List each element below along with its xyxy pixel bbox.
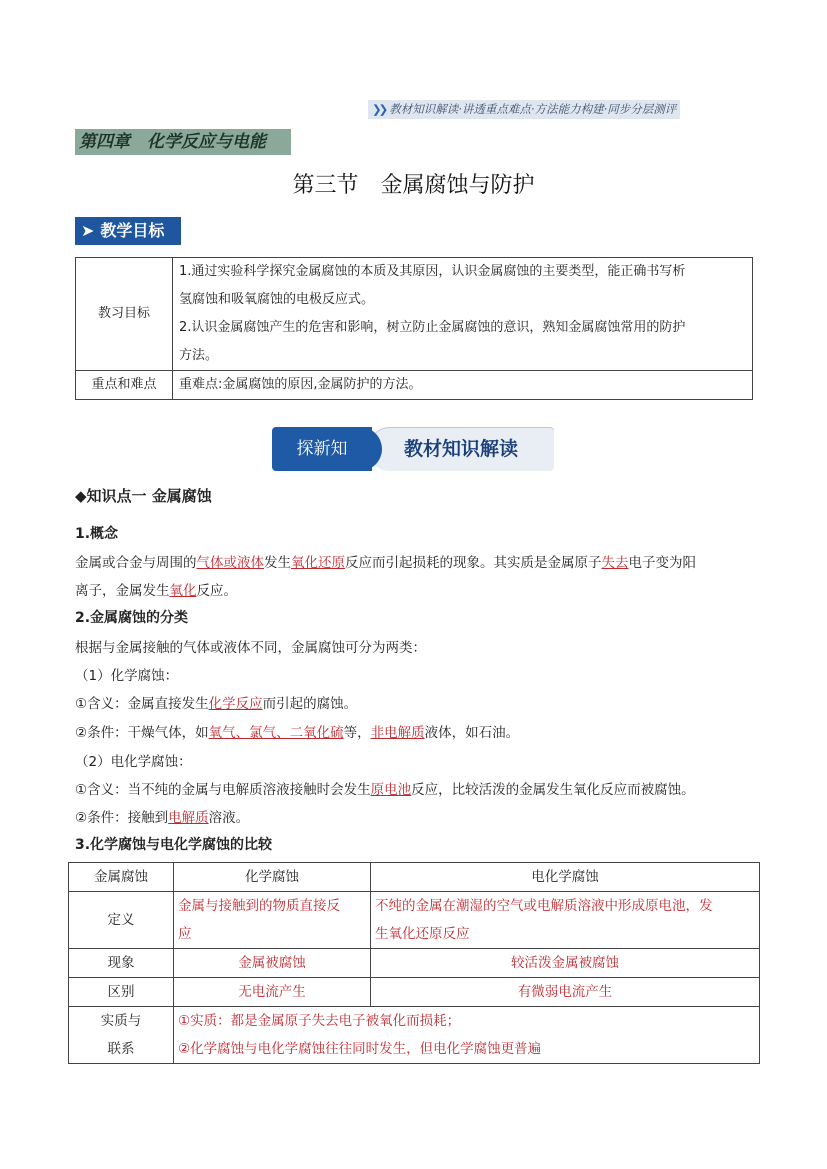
- section-banner-right: 教材知识解读: [368, 427, 554, 471]
- objectives-table: [75, 257, 753, 400]
- concept-line-1: 金属或合金与周围的气体或液体发生氧化还原反应而引起损耗的现象。其实质是金属原子失去电子变为阳: [75, 555, 696, 571]
- electro-corrosion-condition: ②条件：接触到电解质溶液。: [75, 810, 250, 826]
- electro-definition: 不纯的金属在潮湿的空气或电解质溶液中形成原电池，发 生氧化还原反应: [371, 892, 760, 949]
- row-label: 实质与 联系: [69, 1007, 174, 1064]
- chapter-title: 第四章 化学反应与电能: [75, 129, 291, 155]
- table-row: [69, 949, 760, 978]
- table-row: [69, 978, 760, 1007]
- table-header-row: [69, 863, 760, 892]
- chem-corrosion-condition: ②条件：干燥气体，如氧气、氯气、二氧化硫等，非电解质液体，如石油。: [75, 725, 520, 741]
- table-header: 化学腐蚀: [174, 863, 371, 892]
- table-header: 金属腐蚀: [69, 863, 174, 892]
- goals-tag: ➤ 教学目标: [75, 217, 181, 245]
- chem-corrosion-meaning: ①含义：金属直接发生化学反应而引起的腐蚀。: [75, 696, 358, 712]
- arrow-right-icon: ➤: [81, 221, 95, 240]
- comparison-title: 3.化学腐蚀与电化学腐蚀的比较: [75, 837, 273, 853]
- electro-difference: 有微弱电流产生: [371, 978, 760, 1007]
- chem-definition: 金属与接触到的物质直接反 应: [174, 892, 371, 949]
- objectives-label: 教习目标: [76, 258, 173, 371]
- electro-phenomenon: 较活泼金属被腐蚀: [371, 949, 760, 978]
- comparison-table: [68, 862, 760, 1064]
- chem-difference: 无电流产生: [174, 978, 371, 1007]
- electro-corrosion-title: （2）电化学腐蚀：: [75, 754, 192, 770]
- double-chevron-icon: ❯❯: [372, 102, 386, 116]
- essence-content: ①实质：都是金属原子失去电子被氧化而损耗； ②化学腐蚀与电化学腐蚀往往同时发生，但电化学腐蚀更普遍: [174, 1007, 760, 1064]
- table-row: [69, 1007, 760, 1064]
- keypoints-content: 重难点:金属腐蚀的原因,金属防护的方法。: [173, 371, 753, 400]
- classification-title: 2.金属腐蚀的分类: [75, 610, 189, 626]
- table-row: [76, 371, 753, 400]
- concept-line-2: 离子，金属发生氧化反应。: [75, 583, 237, 599]
- table-row: [69, 892, 760, 949]
- table-header: 电化学腐蚀: [371, 863, 760, 892]
- classification-intro: 根据与金属接触的气体或液体不同，金属腐蚀可分为两类：: [75, 640, 426, 656]
- row-label: 区别: [69, 978, 174, 1007]
- keypoints-label: 重点和难点: [76, 371, 173, 400]
- section-banner-left: 探新知: [272, 427, 372, 471]
- chem-phenomenon: 金属被腐蚀: [174, 949, 371, 978]
- chem-corrosion-title: （1）化学腐蚀：: [75, 668, 179, 684]
- knowledge-point-heading: ◆知识点一 金属腐蚀: [75, 487, 212, 505]
- row-label: 现象: [69, 949, 174, 978]
- lesson-title: 第三节 金属腐蚀与防护: [292, 173, 535, 198]
- concept-title: 1.概念: [75, 526, 119, 542]
- electro-corrosion-meaning: ①含义：当不纯的金属与电解质溶液接触时会发生原电池反应，比较活泼的金属发生氧化反应而被腐蚀。: [75, 782, 695, 798]
- header-tagline: ❯❯ 教材知识解读·讲透重点难点·方法能力构建·同步分层测评: [368, 100, 680, 119]
- objectives-content: 1.通过实验科学探究金属腐蚀的本质及其原因，认识金属腐蚀的主要类型，能正确书写析 氢腐蚀和吸氧腐蚀的电极反应式。 2.认识金属腐蚀产生的危害和影响，树立防止金属腐蚀的意识，熟知金属腐蚀常用的防护 方法。: [173, 258, 753, 371]
- row-label: 定义: [69, 892, 174, 949]
- section-banner: [272, 427, 554, 471]
- table-row: [76, 258, 753, 371]
